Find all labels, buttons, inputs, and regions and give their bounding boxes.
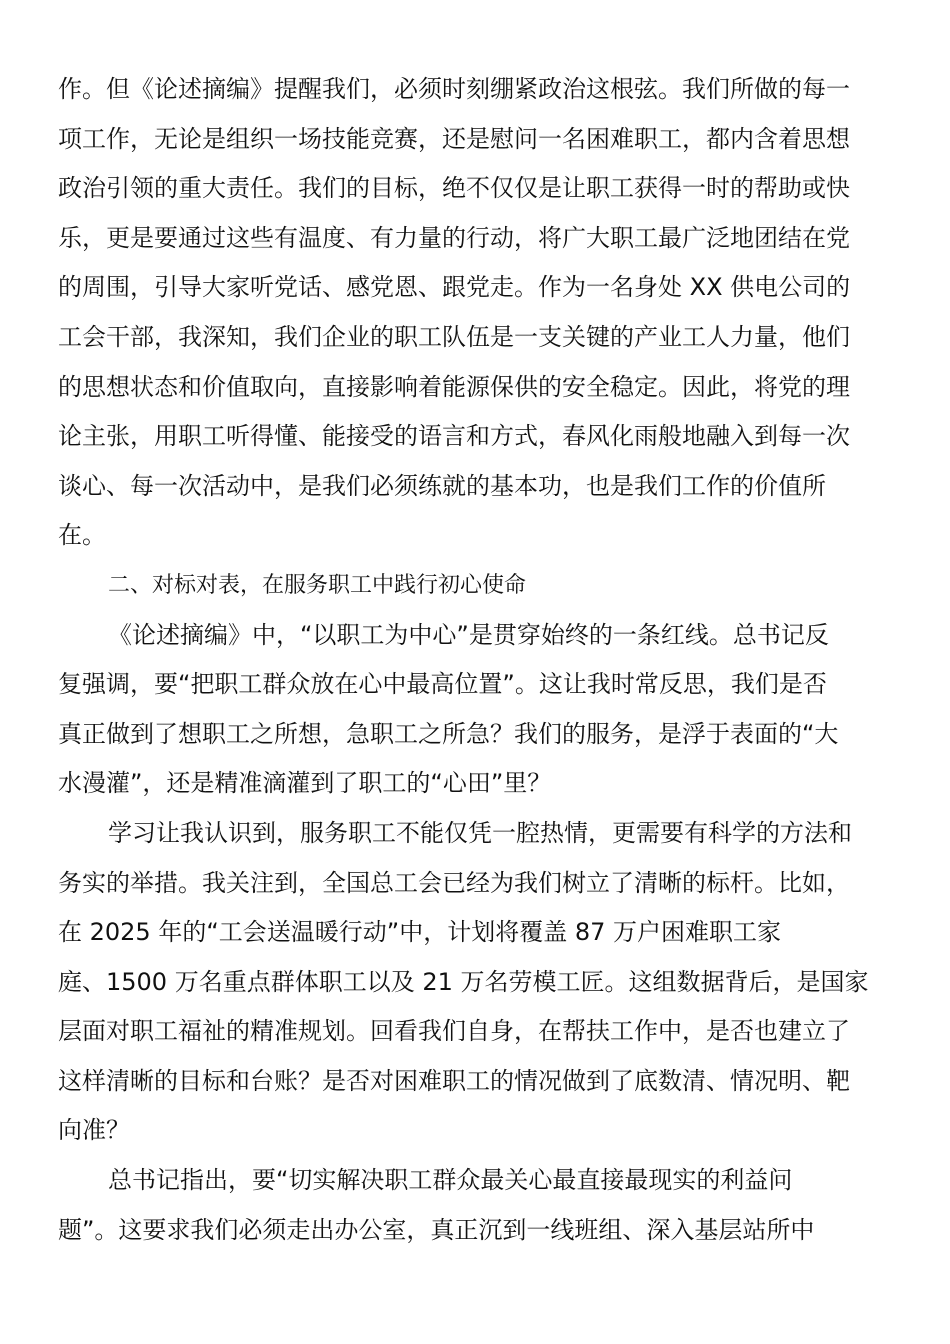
text-line: 层面对职工福祉的精准规划。回看我们自身，在帮扶工作中，是否也建立了 (58, 1017, 850, 1046)
paragraph-start: 学习让我认识到，服务职工不能仅凭一腔热情，更需要有科学的方法和 (108, 818, 852, 847)
text-line: 在 2025 年的“工会送温暖行动”中，计划将覆盖 87 万户困难职工家 (58, 918, 781, 947)
text-line: 水漫灌”，还是精准滴灌到了职工的“心田”里？ (58, 769, 552, 798)
text-line: 复强调，要“把职工群众放在心中最高位置”。这让我时常反思，我们是否 (58, 670, 827, 699)
paragraph-start: 《论述摘编》中，“以职工为中心”是贯穿始终的一条红线。总书记反 (108, 620, 829, 649)
text-line: 这样清晰的目标和台账？是否对困难职工的情况做到了底数清、情况明、靶 (58, 1066, 850, 1095)
text-line: 的周围，引导大家听党话、感党恩、跟党走。作为一名身处 XX 供电公司的 (58, 273, 851, 302)
text-line: 作。但《论述摘编》提醒我们，必须时刻绷紧政治这根弦。我们所做的每一 (58, 75, 850, 103)
paragraph-start: 总书记指出，要“切实解决职工群众最关心最直接最现实的利益问 (108, 1166, 793, 1195)
text-line: 向准？ (58, 1116, 130, 1145)
text-line: 工会干部，我深知，我们企业的职工队伍是一支关键的产业工人力量，他们 (58, 322, 850, 351)
text-line: 政治引领的重大责任。我们的目标，绝不仅仅是让职工获得一时的帮助或快 (58, 174, 850, 203)
text-line: 题”。这要求我们必须走出办公室，真正沉到一线班组、深入基层站所中 (58, 1215, 815, 1244)
text-line: 乐，更是要通过这些有温度、有力量的行动，将广大职工最广泛地团结在党 (58, 223, 850, 252)
document-body (58, 65, 892, 1255)
text-line: 谈心、每一次活动中，是我们必须练就的基本功，也是我们工作的价值所 (58, 471, 826, 500)
text-line: 在。 (58, 521, 106, 550)
text-line: 论主张，用职工听得懂、能接受的语言和方式，春风化雨般地融入到每一次 (58, 422, 850, 451)
text-line: 项工作，无论是组织一场技能竞赛，还是慰问一名困难职工，都内含着思想 (58, 124, 850, 153)
section-heading: 二、对标对表，在服务职工中践行初心使命 (108, 572, 527, 598)
text-line: 庭、1500 万名重点群体职工以及 21 万名劳模工匠。这组数据背后，是国家 (58, 967, 869, 996)
text-line: 的思想状态和价值取向，直接影响着能源保供的安全稳定。因此，将党的理 (58, 372, 850, 401)
text-line: 务实的举措。我关注到，全国总工会已经为我们树立了清晰的标杆。比如， (58, 868, 850, 897)
text-line: 真正做到了想职工之所想，急职工之所急？我们的服务，是浮于表面的“大 (58, 719, 839, 748)
